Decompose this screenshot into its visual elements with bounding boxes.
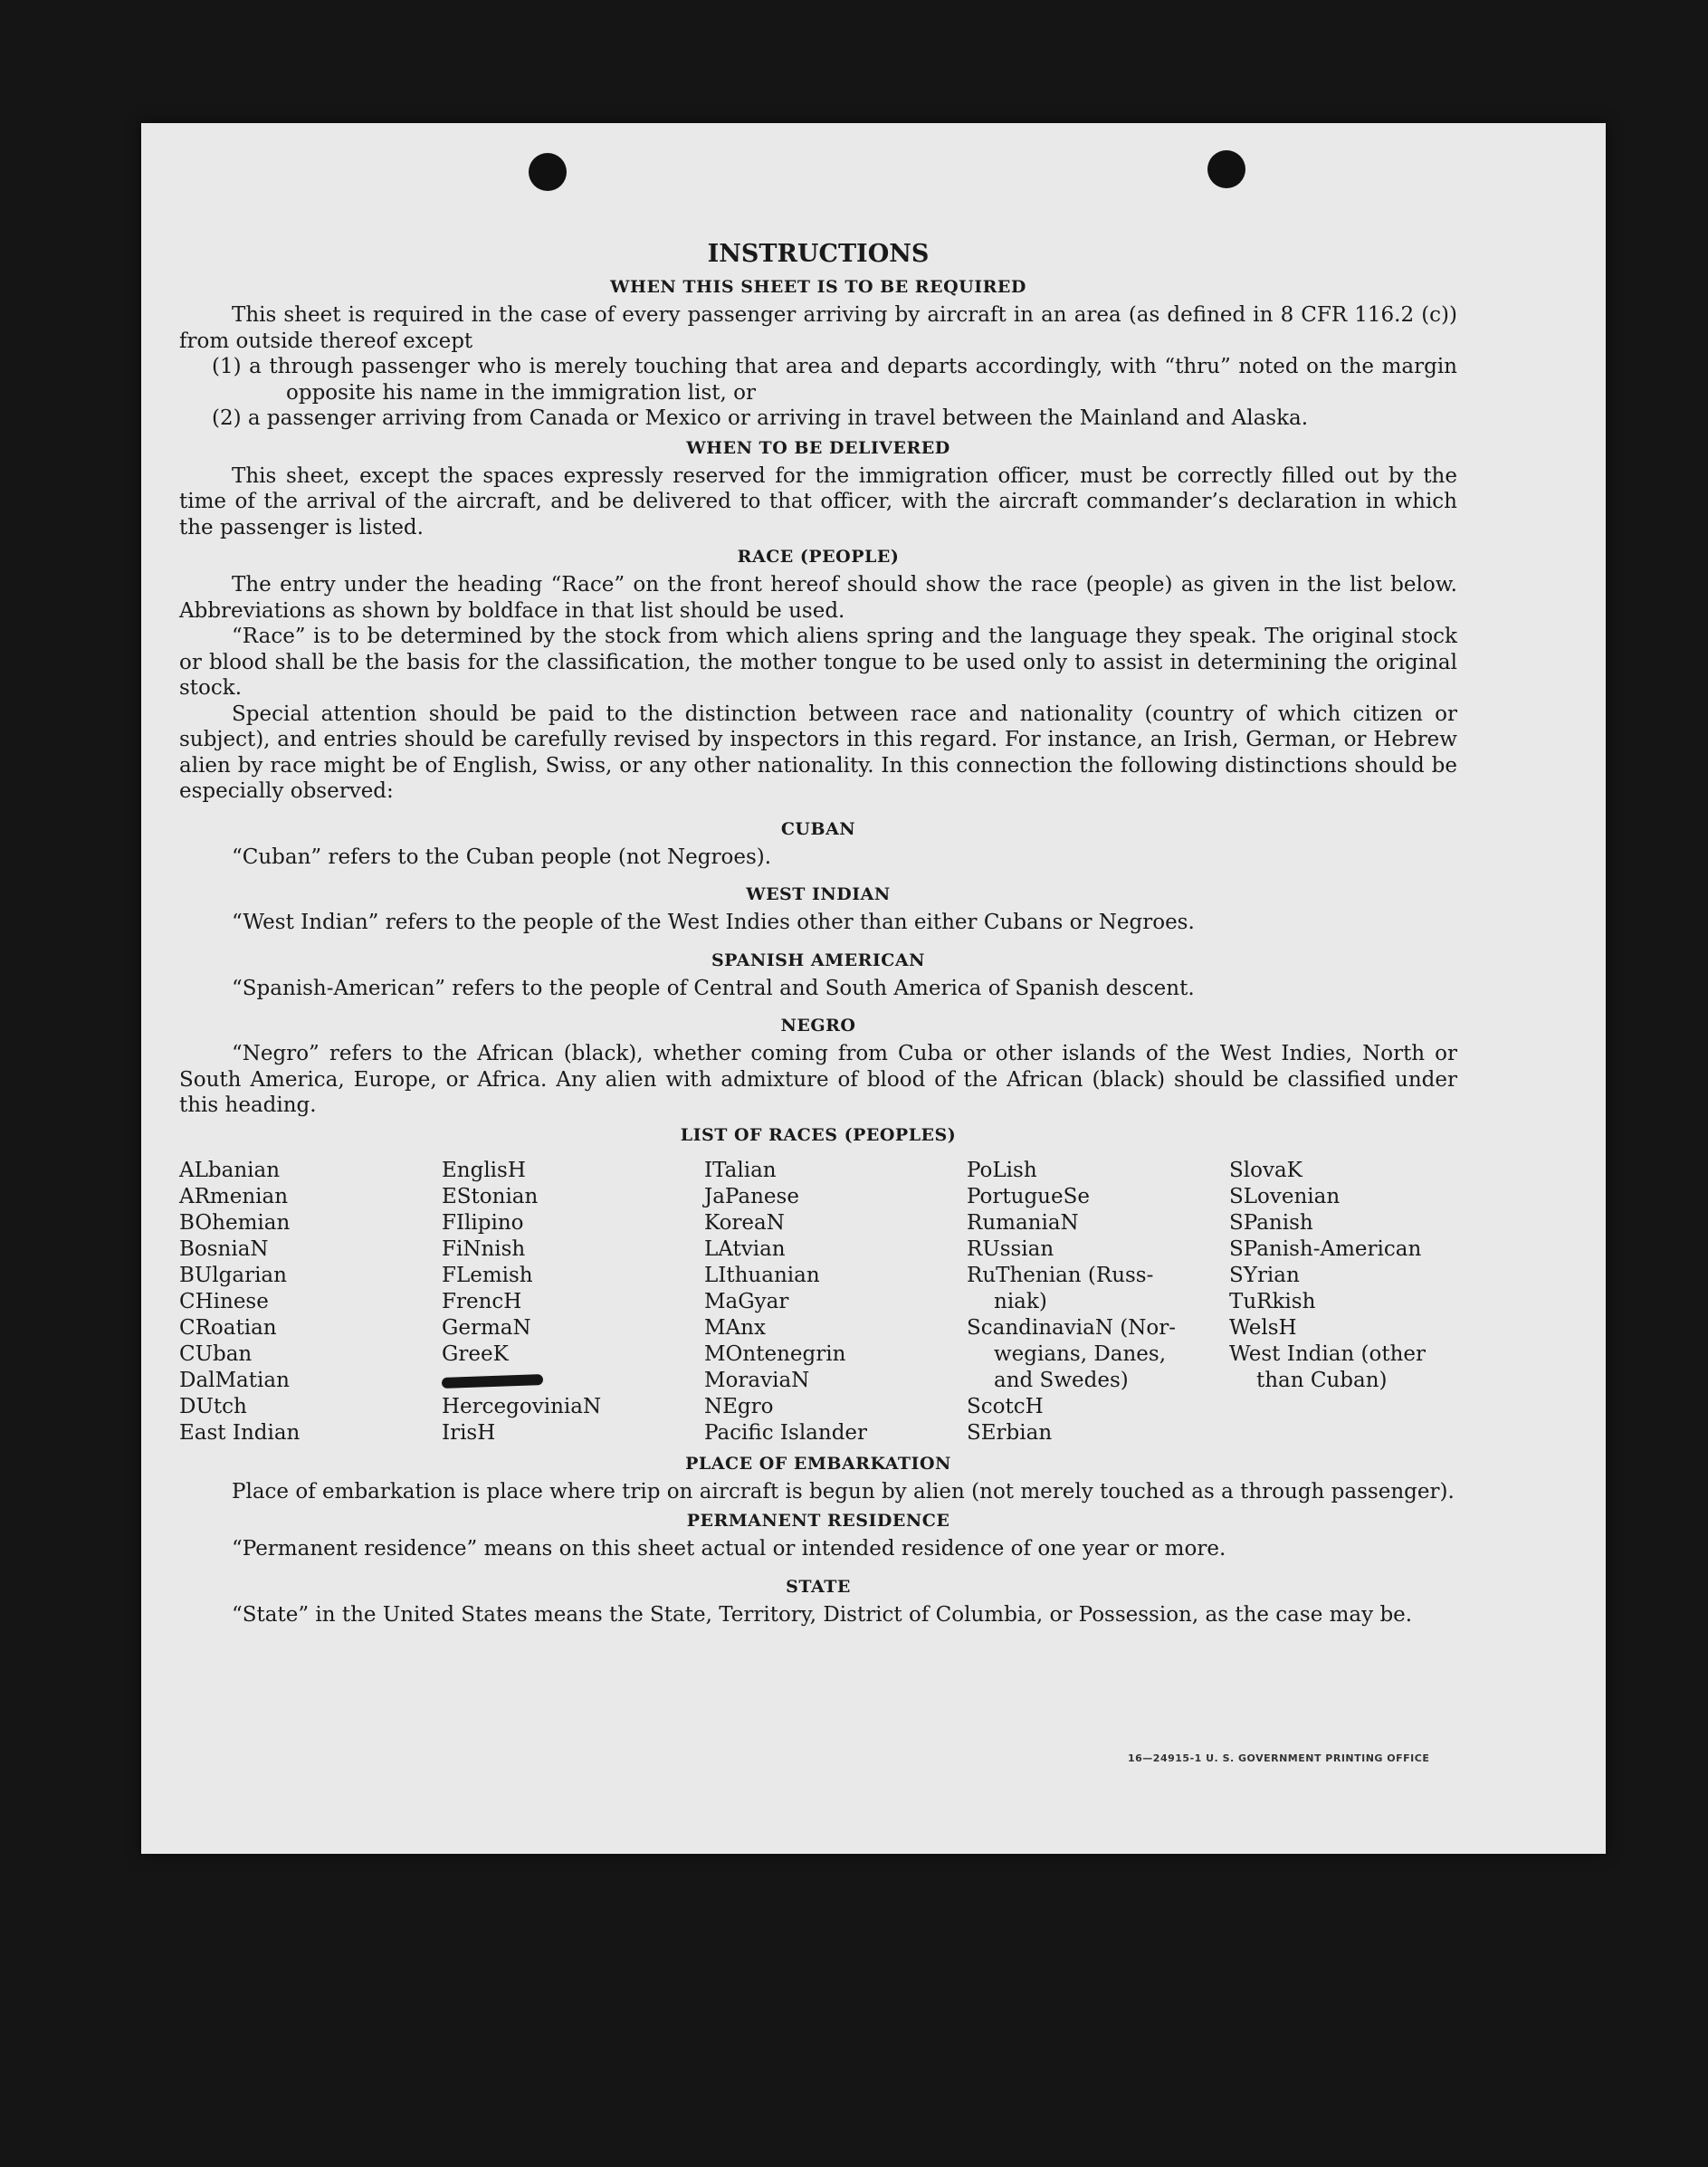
race-entry: RumaniaN [967, 1210, 1079, 1235]
race-entry: ARmenian [179, 1184, 289, 1208]
race-entry: GermaN [442, 1315, 531, 1340]
race-entry: TuRkish [1229, 1289, 1316, 1313]
race-entry: SlovaK [1229, 1158, 1302, 1182]
races-column-1 [179, 1158, 442, 1446]
heading-race: RACE (PEOPLE) [737, 547, 900, 567]
race-paragraph-3: Special attention should be paid to the distinction between race and nationality (country of which citizen or subject), and entries should be carefully revised by inspectors in this regard. For instance, an Irish, German, or Hebrew alien by race might be of English, Swiss, or any other nationality. In this connection the following distinctions should be especially observed: [179, 702, 1457, 803]
race-entry-continued: than Cuban) [1256, 1368, 1388, 1392]
required-item-1: (1) a through passenger who is merely touching that area and departs accordingly, with “thru” noted on the margin opposite his name in the immigration list, or [212, 355, 1457, 405]
races-column-4 [967, 1158, 1229, 1446]
race-entry-continued: wegians, Danes, [994, 1341, 1167, 1366]
race-entry: ScandinaviaN (Nor- [967, 1315, 1176, 1340]
race-entry: FrencH [442, 1289, 522, 1313]
race-entry: ALbanian [179, 1158, 281, 1182]
races-list [179, 1158, 1457, 1446]
race-entry: Pacific Islander [704, 1420, 868, 1445]
race-entry: MOntenegrin [704, 1341, 846, 1366]
race-entry: CHinese [179, 1289, 269, 1313]
race-entry: SErbian [967, 1420, 1053, 1445]
cuban-text: “Cuban” refers to the Cuban people (not Negroes). [232, 845, 772, 869]
race-entry: MoraviaN [704, 1368, 810, 1392]
race-entry: IrisH [442, 1420, 496, 1445]
race-entry: RUssian [967, 1236, 1054, 1261]
form-number: 16—24915-1 U. S. GOVERNMENT PRINTING OFFICE [1128, 1752, 1430, 1764]
heading-permanent-residence: PERMANENT RESIDENCE [686, 1511, 950, 1531]
page-title: INSTRUCTIONS [707, 240, 930, 268]
heading-when-required: WHEN THIS SHEET IS TO BE REQUIRED [610, 277, 1026, 297]
races-column-2 [442, 1158, 704, 1446]
heading-when-delivered: WHEN TO BE DELIVERED [686, 437, 950, 458]
race-entry: FiNnish [442, 1236, 526, 1261]
race-entry: ScotcH [967, 1394, 1044, 1418]
race-entry: LAtvian [704, 1236, 786, 1261]
race-entry: GreeK [442, 1341, 509, 1366]
heading-place-of-embarkation: PLACE OF EMBARKATION [685, 1453, 951, 1474]
race-entry: HercegoviniaN [442, 1394, 602, 1418]
heading-cuban: CUBAN [780, 818, 856, 839]
race-entry: JaPanese [704, 1184, 799, 1208]
race-entry: SPanish-American [1229, 1236, 1422, 1261]
spanish-american-text: “Spanish-American” refers to the people of Central and South America of Spanish descent. [232, 976, 1195, 1000]
negro-text: “Negro” refers to the African (black), whether coming from Cuba or other islands of the West Indies, North or South America, Europe, or Africa. Any alien with admixture of blood of the African (black) should be classified under this heading. [179, 1042, 1457, 1117]
race-entry: East Indian [179, 1420, 301, 1445]
heading-list-of-races: LIST OF RACES (PEOPLES) [680, 1124, 957, 1145]
race-entry-struck-out [442, 1368, 704, 1394]
race-entry: RuThenian (Russ- [967, 1263, 1154, 1287]
race-paragraph-2: “Race” is to be determined by the stock from which aliens spring and the language they speak. The original stock or blood shall be the basis for the classification, the mother tongue to be used only to assist in determining the original stock. [179, 625, 1457, 700]
heading-state: STATE [786, 1576, 851, 1597]
heading-west-indian: WEST INDIAN [746, 884, 891, 904]
instructions-content [179, 239, 1457, 1628]
race-paragraph-1: The entry under the heading “Race” on the front hereof should show the race (people) as given in the list below. Abbreviations as shown by boldface in that list should be used. [179, 573, 1457, 623]
race-entry: FIlipino [442, 1210, 524, 1235]
race-entry: SPanish [1229, 1210, 1313, 1235]
races-column-5 [1229, 1158, 1492, 1446]
race-entry: DalMatian [179, 1368, 290, 1392]
document-sheet [141, 123, 1606, 1854]
race-entry: CRoatian [179, 1315, 277, 1340]
required-item-2: (2) a passenger arriving from Canada or Mexico or arriving in travel between the Mainland and Alaska. [212, 406, 1309, 430]
race-entry: WelsH [1229, 1315, 1297, 1340]
race-entry-continued: niak) [994, 1289, 1047, 1313]
race-entry: EnglisH [442, 1158, 526, 1182]
heading-spanish-american: SPANISH AMERICAN [711, 950, 926, 970]
race-entry: PoLish [967, 1158, 1037, 1182]
punch-hole-left [529, 153, 567, 191]
race-entry: West Indian (other [1229, 1341, 1427, 1366]
embarkation-text: Place of embarkation is place where trip on aircraft is begun by alien (not merely touched as a through passenger). [232, 1479, 1455, 1504]
race-entry: KoreaN [704, 1210, 785, 1235]
race-entry: SLovenian [1229, 1184, 1341, 1208]
state-text: “State” in the United States means the State, Territory, District of Columbia, or Possession, as the case may be. [232, 1602, 1413, 1627]
race-entry: BUlgarian [179, 1263, 287, 1287]
west-indian-text: “West Indian” refers to the people of the West Indies other than either Cubans or Negroes. [232, 911, 1195, 934]
delivered-text: This sheet, except the spaces expressly reserved for the immigration officer, must be correctly filled out by the time of the arrival of the aircraft, and be delivered to that officer, with the aircraft commander’s declaration in which the passenger is listed. [179, 463, 1457, 539]
race-entry: PortugueSe [967, 1184, 1090, 1208]
punch-hole-right [1207, 150, 1245, 188]
race-entry: MaGyar [704, 1289, 789, 1313]
ink-scribble [442, 1374, 543, 1389]
required-intro: This sheet is required in the case of every passenger arriving by aircraft in an area (as defined in 8 CFR 116.2 (c)) from outside thereof except [179, 303, 1457, 353]
race-entry: MAnx [704, 1315, 766, 1340]
race-entry: FLemish [442, 1263, 533, 1287]
heading-negro: NEGRO [780, 1016, 856, 1036]
race-entry: DUtch [179, 1394, 247, 1418]
race-entry: BosniaN [179, 1236, 269, 1261]
race-entry-continued: and Swedes) [994, 1368, 1129, 1392]
race-entry: BOhemian [179, 1210, 291, 1235]
race-entry: EStonian [442, 1184, 539, 1208]
race-entry: LIthuanian [704, 1263, 820, 1287]
race-entry: CUban [179, 1341, 253, 1366]
race-entry: NEgro [704, 1394, 774, 1418]
races-column-3 [704, 1158, 967, 1446]
race-entry: SYrian [1229, 1263, 1300, 1287]
residence-text: “Permanent residence” means on this sheet actual or intended residence of one year or more. [232, 1537, 1226, 1561]
race-entry: ITalian [704, 1158, 777, 1182]
